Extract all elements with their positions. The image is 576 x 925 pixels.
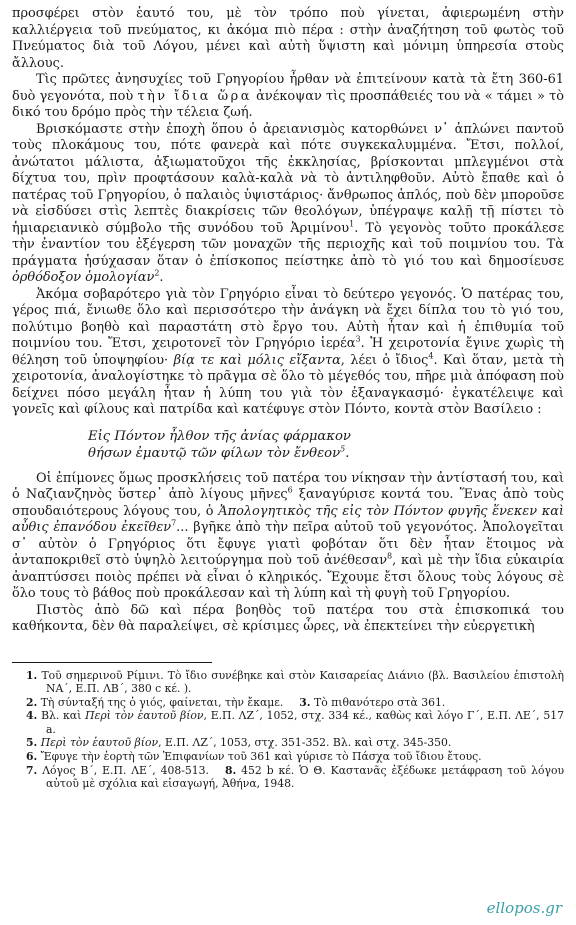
footnote-ref-1[interactable]: 1 xyxy=(349,219,355,229)
paragraph-4: Ἀκόμα σοβαρότερο γιὰ τὸν Γρηγόριο εἶναι τὸ δεύτερο γεγονός. Ὁ πατέρας του, γέρος πιά, ἔνιωθε ὅλο καὶ περισσότερο τὴν ἀνάγκη νὰ ἔχει δίπλα του τὸ γιό του, πολύτιμο βοηθὸ καὶ παραστάτη στὸ ἔργο του. Αὐτὴ ἦταν καὶ ἡ ἐπιθυμία τοῦ ποιμνίου του. Ἔτσι, χειροτονεῖ τὸν Γρηγόριο ἱερέα$^3$. Ἡ χειροτονία ἔγινε χωρὶς τὴ θέληση τοῦ ὑποψηφίου· βίᾳ τε καὶ μόλις εἴξαντα, λέει ὁ ἴδιος$^4$. Καὶ ὅταν, μετὰ τὴ χειροτονία, ἀναλογίστηκε τὸ πρᾶγμα σὲ ὅλο τὸ μέγεθός του, πῆρε μιὰ ἀπόφαση ποὺ δείχνει πόσο μεγάλη ἦταν ἡ λύπη του γιὰ τὸν ἐξαναγκασμό· ἐγκατέλειψε καὶ γονεῖς καὶ φίλους καὶ πατρίδα καὶ κατέφυγε στὸν Πόντο, κοντὰ στὸν Βασίλειο : xyxy=(12,286,565,417)
footnote-7-8: 7. Λόγος Β΄, Ε.Π. ΛΕ΄, 408-513. 8. 452 b κέ. Ὁ Θ. Καστανᾶς ἐξέδωκε μετάφραση τοῦ λόγου αὐτοῦ μὲ σχόλια καὶ εἰσαγωγή, Ἀθήνα, 1948. xyxy=(26,763,565,791)
footnote-ref-3[interactable]: 3 xyxy=(355,334,361,344)
paragraph-6: Πιστὸς ἀπὸ δῶ καὶ πέρα βοηθὸς τοῦ πατέρα του στὰ ἐπισκοπικά του καθήκοντα, δὲν θὰ παραλείψει, σὲ κρίσιμες ὧρες, νὰ ἐπεκτείνει τὴν εὐεργετικὴ xyxy=(12,602,564,634)
verse-quotation xyxy=(12,428,564,462)
italic-title: Ἀπολογητικὸς τῆς εἰς τὸν Πόντον φυγῆς ἕνεκεν καὶ αὖθις ἐπανόδου ἐκεῖθεν xyxy=(12,503,564,535)
italic-phrase: ὀρθόδοξον ὁμολογίαν xyxy=(12,270,155,285)
verse-line-1: Εἰς Πόντον ἦλθον τῆς ἀνίας φάρμακον xyxy=(88,428,351,444)
footnote-4: 4. Βλ. καὶ Περὶ τὸν ἑαυτοῦ βίον, Ε.Π. ΛΖ΄, 1052, στχ. 334 κέ., καθὼς καὶ λόγο Γ΄, Ε.Π. ΛΕ΄, 517 a. xyxy=(26,709,564,736)
footnote-ref-5[interactable]: 5 xyxy=(340,444,346,454)
footnote-ref-2[interactable]: 2 xyxy=(154,268,160,278)
site-watermark: ellopos.gr xyxy=(486,899,562,917)
footnotes xyxy=(12,669,564,791)
footnote-divider xyxy=(12,662,212,663)
verse-line-2: θήσων ἐμαυτῷ τῶν φίλων τὸν ἔνθεον$^5$. xyxy=(88,444,350,461)
footnote-ref-4[interactable]: 4 xyxy=(428,351,434,361)
footnote-5: 5. Περὶ τὸν ἑαυτοῦ βίον, Ε.Π. ΛΖ΄, 1053, στχ. 351-352. Βλ. καὶ στχ. 345-350. xyxy=(26,736,452,750)
spaced-emphasis: τὴν ἴδια ὥρα xyxy=(137,88,252,104)
paragraph-5: Οἱ ἐπίμονες ὅμως προσκλήσεις τοῦ πατέρα του νίκησαν τὴν ἀντίστασή του, καὶ ὁ Ναζιανζηνὸς ὕστερ᾽ ἀπὸ λίγους μῆνες$^6$ ξαναγύρισε κοντά του. Ἕνας ἀπὸ τοὺς σπουδαιότερους λόγους του, ὁ Ἀπολογητικὸς τῆς εἰς τὸν Πόντον φυγῆς ἕνεκεν καὶ αὖθις ἐπανόδου ἐκεῖθεν$^7$... βγῆκε ἀπὸ τὴν πεῖρα αὐτοῦ τοῦ γεγονότος. Ἀπολογεῖται σ᾽ αὐτὸν ὁ Γρηγόριος ὅτι ἔφυγε γιατὶ φοβόταν ὅτι δὲν ἦταν ἕτοιμος νὰ ἀνταποκριθεῖ στὸ ὑψηλὸ λειτούργημα ποὺ τοῦ ἀνέθεσαν$^8$, καὶ μὲ τὴν ἴδια εὐκαιρία ἀναπτύσσει ποιὸς πρέπει νὰ εἶναι ὁ κληρικός. Ἔχουμε ἔτσι ὅλους τοὺς λόγους σὲ ὅλο τους τὸ βάθος ποὺ προκάλεσαν καὶ τὴ λύπη καὶ τὴ φυγὴ τοῦ Γρηγορίου. xyxy=(12,470,564,601)
footnote-6: 6. Ἔφυγε τὴν ἑορτὴ τῶν Ἐπιφανίων τοῦ 361 καὶ γύρισε τὸ Πάσχα τοῦ ἴδιου ἔτους. xyxy=(26,750,482,764)
footnote-ref-7[interactable]: 7 xyxy=(171,518,177,528)
italic-quote: βίᾳ τε καὶ μόλις εἴξαντα xyxy=(173,352,341,368)
paragraph-2: Τὶς πρῶτες ἀνησυχίες τοῦ Γρηγορίου ἦρθαν νὰ ἐπιτείνουν κατὰ τὰ ἔτη 360-61 δυὸ γεγονότα, ποὺ τὴν ἴδια ὥρα ἀνέκοψαν τὶς προσπάθειές του νὰ « τάμει » τὸ δικό του δρόμο πρὸς τὴν τέλεια ζωή. xyxy=(12,72,564,120)
paragraph-3: Βρισκόμαστε στὴν ἐποχὴ ὅπου ὁ ἀρειανισμὸς κατορθώνει ν᾽ ἁπλώνει παντοῦ τοὺς πλοκάμους του, πότε φανερὰ καὶ πότε συγκεκαλυμμένα. Ἔτσι, πολλοί, ἀνώτατοι μάλιστα, ἀξιωματοῦχοι τῆς ἐκκλησίας, βρίσκονται μπλεγμένοι στὰ δίχτυα του, πρὶν προφτάσουν καλὰ-καλὰ νὰ τὸ ἀντιληφθοῦν. Αὐτὸ ἔπαθε καὶ ὁ πατέρας τοῦ Γρηγορίου, ὁ παλαιὸς ὑψιστάριος· ἄνθρωπος ἁπλός, ποὺ δὲν μποροῦσε νὰ εἰσδύσει στὶς λεπτὲς διακρίσεις τῶν θεολόγων, ὑπέγραψε καλῇ τῇ πίστει τὸ ἡμιαρειανικὸ σύμβολο τῆς συνόδου τοῦ Ἀριμίνου$^1$. Τὸ γεγονὸς τοῦτο προκάλεσε τὴν ἐναντίον του ἐξέγερση τῶν μοναχῶν τῆς περιοχῆς καὶ τοῦ ποιμνίου του. Τὰ πράγματα ἡσύχασαν ὅταν ὁ ἐπίσκοπος πείστηκε ἀπὸ τὸ γιό του καὶ δημοσίευσε ὀρθόδοξον ὁμολογίαν$^2$. xyxy=(12,121,564,285)
footnote-ref-8[interactable]: 8 xyxy=(387,551,393,561)
paragraph-1: προσφέρει στὸν ἑαυτό του, μὲ τὸν τρόπο ποὺ γίνεται, ἀφιερωμένη στὴν καλλιέργεια τοῦ πνεύματος, κι ἀκόμα πιὸ πέρα : στὴν ἀναζήτηση τοῦ φωτὸς τοῦ Πνεύματος διὰ τοῦ Λόγου, μένει καὶ αὐτὴ ὕψιστη καὶ μόνιμη ὑπηρεσία στοὺς ἄλλους. xyxy=(12,6,564,71)
footnote-ref-6[interactable]: 6 xyxy=(287,485,293,495)
footnote-2-3: 2. Τὴ σύνταξή της ὁ γιός, φαίνεται, τὴν ἔκαμε. 3. Τὸ πιθανότερο στὰ 361. xyxy=(26,695,446,709)
footnote-1: 1. Τοῦ σημερινοῦ Ρίμινι. Τὸ ἴδιο συνέβηκε καὶ στὸν Καισαρείας Διάνιο (βλ. Βασιλείου ἐπιστολὴ ΝΑ΄, Ε.Π. ΛΒ΄, 380 c κέ. ). xyxy=(26,668,565,696)
